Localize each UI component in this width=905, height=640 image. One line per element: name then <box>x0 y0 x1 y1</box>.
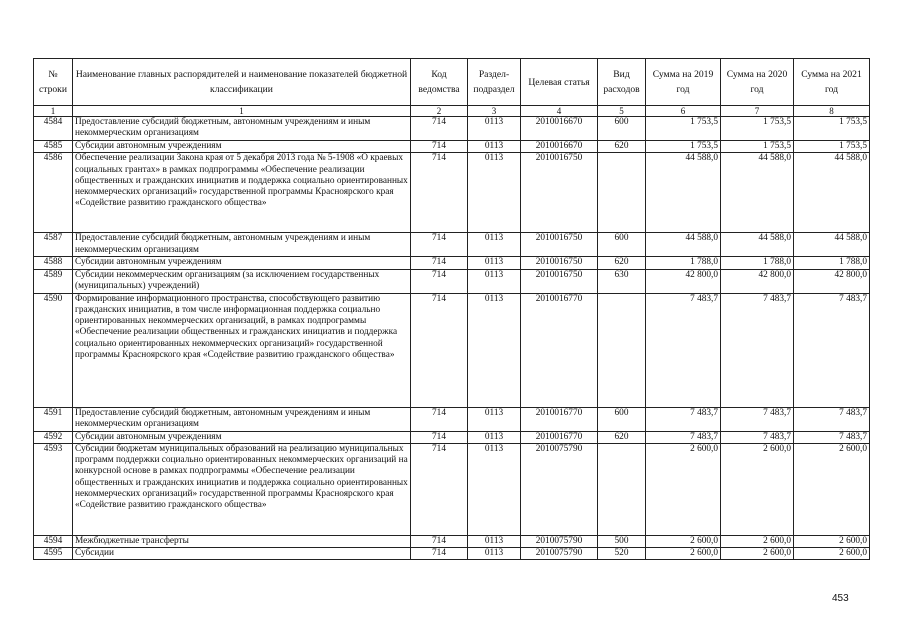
column-number: 1 <box>73 106 411 117</box>
row-number: 4593 <box>34 443 73 535</box>
row-article: 2010016770 <box>521 293 598 407</box>
column-number: 6 <box>646 106 721 117</box>
row-name: Межбюджетные трансферты <box>73 535 411 547</box>
row-sum-2019: 1 753,5 <box>646 117 721 141</box>
row-type: 620 <box>598 257 646 269</box>
column-number: 1 <box>34 106 73 117</box>
table-row <box>34 443 870 535</box>
row-sum-2020: 2 600,0 <box>721 548 794 560</box>
header-no: № строки <box>34 59 73 106</box>
row-number: 4592 <box>34 431 73 443</box>
table-body <box>34 117 870 560</box>
row-number: 4589 <box>34 269 73 293</box>
row-number: 4587 <box>34 233 73 257</box>
row-article: 2010016750 <box>521 153 598 233</box>
column-number: 5 <box>598 106 646 117</box>
row-article: 2010016750 <box>521 257 598 269</box>
row-sum-2021: 44 588,0 <box>794 233 870 257</box>
row-section: 0113 <box>468 548 521 560</box>
row-sum-2020: 7 483,7 <box>721 431 794 443</box>
row-name: Предоставление субсидий бюджетным, автономным учреждениям и иным некоммерческим организациям <box>73 233 411 257</box>
row-sum-2021: 1 788,0 <box>794 257 870 269</box>
table-row <box>34 407 870 431</box>
row-article: 2010075790 <box>521 548 598 560</box>
row-type: 600 <box>598 407 646 431</box>
row-sum-2019: 2 600,0 <box>646 443 721 535</box>
row-number: 4588 <box>34 257 73 269</box>
header-type: Вид расходов <box>598 59 646 106</box>
column-number: 7 <box>721 106 794 117</box>
table-row <box>34 233 870 257</box>
row-code: 714 <box>411 141 468 153</box>
row-sum-2019: 1 788,0 <box>646 257 721 269</box>
header-name: Наименование главных распорядителей и наименование показателей бюджетной классификации <box>73 59 411 106</box>
row-sum-2019: 44 588,0 <box>646 233 721 257</box>
page-number: 453 <box>832 593 849 604</box>
row-article: 2010016770 <box>521 431 598 443</box>
row-sum-2021: 7 483,7 <box>794 293 870 407</box>
row-sum-2021: 7 483,7 <box>794 431 870 443</box>
row-name: Субсидии автономным учреждениям <box>73 141 411 153</box>
row-section: 0113 <box>468 153 521 233</box>
row-sum-2021: 2 600,0 <box>794 443 870 535</box>
table-row <box>34 153 870 233</box>
row-sum-2021: 1 753,5 <box>794 117 870 141</box>
row-code: 714 <box>411 117 468 141</box>
row-name: Обеспечение реализации Закона края от 5 декабря 2013 года № 5-1908 «О краевых социальных грантах» в рамках подпрограммы «Обеспечение реализации общественных и гражданских инициатив и поддержка социально ориентированных некоммерческих организаций» государственной программы Красноярского края «Содействие развитию гражданского общества» <box>73 153 411 233</box>
row-name: Предоставление субсидий бюджетным, автономным учреждениям и иным некоммерческим организациям <box>73 117 411 141</box>
row-code: 714 <box>411 233 468 257</box>
row-code: 714 <box>411 431 468 443</box>
row-sum-2021: 2 600,0 <box>794 548 870 560</box>
table-row <box>34 269 870 293</box>
row-sum-2019: 42 800,0 <box>646 269 721 293</box>
row-number: 4584 <box>34 117 73 141</box>
row-number: 4595 <box>34 548 73 560</box>
row-type <box>598 443 646 535</box>
row-sum-2020: 7 483,7 <box>721 293 794 407</box>
row-sum-2020: 2 600,0 <box>721 443 794 535</box>
row-code: 714 <box>411 153 468 233</box>
row-sum-2020: 7 483,7 <box>721 407 794 431</box>
row-name: Субсидии некоммерческим организациям (за исключением государственных (муниципальных) учреждений) <box>73 269 411 293</box>
row-sum-2019: 7 483,7 <box>646 293 721 407</box>
row-type <box>598 153 646 233</box>
row-section: 0113 <box>468 431 521 443</box>
row-article: 2010016670 <box>521 141 598 153</box>
row-sum-2019: 2 600,0 <box>646 535 721 547</box>
row-number: 4586 <box>34 153 73 233</box>
row-code: 714 <box>411 548 468 560</box>
row-section: 0113 <box>468 269 521 293</box>
row-code: 714 <box>411 257 468 269</box>
row-sum-2020: 2 600,0 <box>721 535 794 547</box>
row-sum-2021: 2 600,0 <box>794 535 870 547</box>
row-section: 0113 <box>468 257 521 269</box>
row-type: 500 <box>598 535 646 547</box>
row-name: Предоставление субсидий бюджетным, автономным учреждениям и иным некоммерческим организациям <box>73 407 411 431</box>
row-number: 4594 <box>34 535 73 547</box>
table-row <box>34 548 870 560</box>
row-sum-2019: 44 588,0 <box>646 153 721 233</box>
column-number: 2 <box>411 106 468 117</box>
header-row <box>34 59 870 106</box>
row-code: 714 <box>411 535 468 547</box>
row-sum-2020: 1 788,0 <box>721 257 794 269</box>
header-sum-2021: Сумма на 2021 год <box>794 59 870 106</box>
row-article: 2010075790 <box>521 443 598 535</box>
table-row <box>34 117 870 141</box>
row-sum-2020: 42 800,0 <box>721 269 794 293</box>
row-sum-2020: 44 588,0 <box>721 153 794 233</box>
row-code: 714 <box>411 407 468 431</box>
budget-table <box>33 58 870 560</box>
column-number: 8 <box>794 106 870 117</box>
row-section: 0113 <box>468 233 521 257</box>
column-number: 3 <box>468 106 521 117</box>
row-type: 620 <box>598 431 646 443</box>
row-article: 2010016750 <box>521 269 598 293</box>
table-row <box>34 257 870 269</box>
column-number: 4 <box>521 106 598 117</box>
row-section: 0113 <box>468 535 521 547</box>
row-article: 2010016750 <box>521 233 598 257</box>
row-type: 620 <box>598 141 646 153</box>
row-name: Формирование информационного пространства, способствующего развитию гражданских инициатив, в том числе информационная поддержка социально ориентированных некоммерческих организаций, в рамках подпрограммы «Обеспечение реализации общественных и гражданских инициатив и поддержка социально ориентированных некоммерческих организаций» государственной программы Красноярского края «Содействие развитию гражданского общества» <box>73 293 411 407</box>
header-section: Раздел-подраздел <box>468 59 521 106</box>
row-section: 0113 <box>468 443 521 535</box>
row-article: 2010016670 <box>521 117 598 141</box>
table-row <box>34 293 870 407</box>
row-section: 0113 <box>468 141 521 153</box>
row-article: 2010016770 <box>521 407 598 431</box>
row-sum-2021: 7 483,7 <box>794 407 870 431</box>
row-number: 4591 <box>34 407 73 431</box>
column-number-row <box>34 106 870 117</box>
row-sum-2019: 7 483,7 <box>646 431 721 443</box>
row-type: 600 <box>598 117 646 141</box>
row-section: 0113 <box>468 117 521 141</box>
row-number: 4590 <box>34 293 73 407</box>
header-sum-2020: Сумма на 2020 год <box>721 59 794 106</box>
table-row <box>34 431 870 443</box>
row-sum-2020: 44 588,0 <box>721 233 794 257</box>
row-code: 714 <box>411 293 468 407</box>
row-section: 0113 <box>468 293 521 407</box>
row-type: 600 <box>598 233 646 257</box>
header-article: Целевая статья <box>521 59 598 106</box>
row-sum-2021: 42 800,0 <box>794 269 870 293</box>
row-type <box>598 293 646 407</box>
row-code: 714 <box>411 443 468 535</box>
header-code: Код ведомства <box>411 59 468 106</box>
row-sum-2020: 1 753,5 <box>721 117 794 141</box>
row-name: Субсидии автономным учреждениям <box>73 431 411 443</box>
row-sum-2021: 44 588,0 <box>794 153 870 233</box>
row-article: 2010075790 <box>521 535 598 547</box>
row-number: 4585 <box>34 141 73 153</box>
header-sum-2019: Сумма на 2019 год <box>646 59 721 106</box>
row-sum-2019: 2 600,0 <box>646 548 721 560</box>
row-sum-2021: 1 753,5 <box>794 141 870 153</box>
row-name: Субсидии <box>73 548 411 560</box>
row-section: 0113 <box>468 407 521 431</box>
row-type: 630 <box>598 269 646 293</box>
table-row <box>34 535 870 547</box>
table-row <box>34 141 870 153</box>
row-sum-2019: 1 753,5 <box>646 141 721 153</box>
row-name: Субсидии автономным учреждениям <box>73 257 411 269</box>
row-sum-2019: 7 483,7 <box>646 407 721 431</box>
row-type: 520 <box>598 548 646 560</box>
row-code: 714 <box>411 269 468 293</box>
row-sum-2020: 1 753,5 <box>721 141 794 153</box>
row-name: Субсидии бюджетам муниципальных образований на реализацию муниципальных программ поддержки социально ориентированных некоммерческих организаций на конкурсной основе в рамках подпрограммы «Обеспечение реализации общественных и гражданских инициатив и поддержка социально ориентированных некоммерческих организаций» государственной программы Красноярского края «Содействие развитию гражданского общества» <box>73 443 411 535</box>
